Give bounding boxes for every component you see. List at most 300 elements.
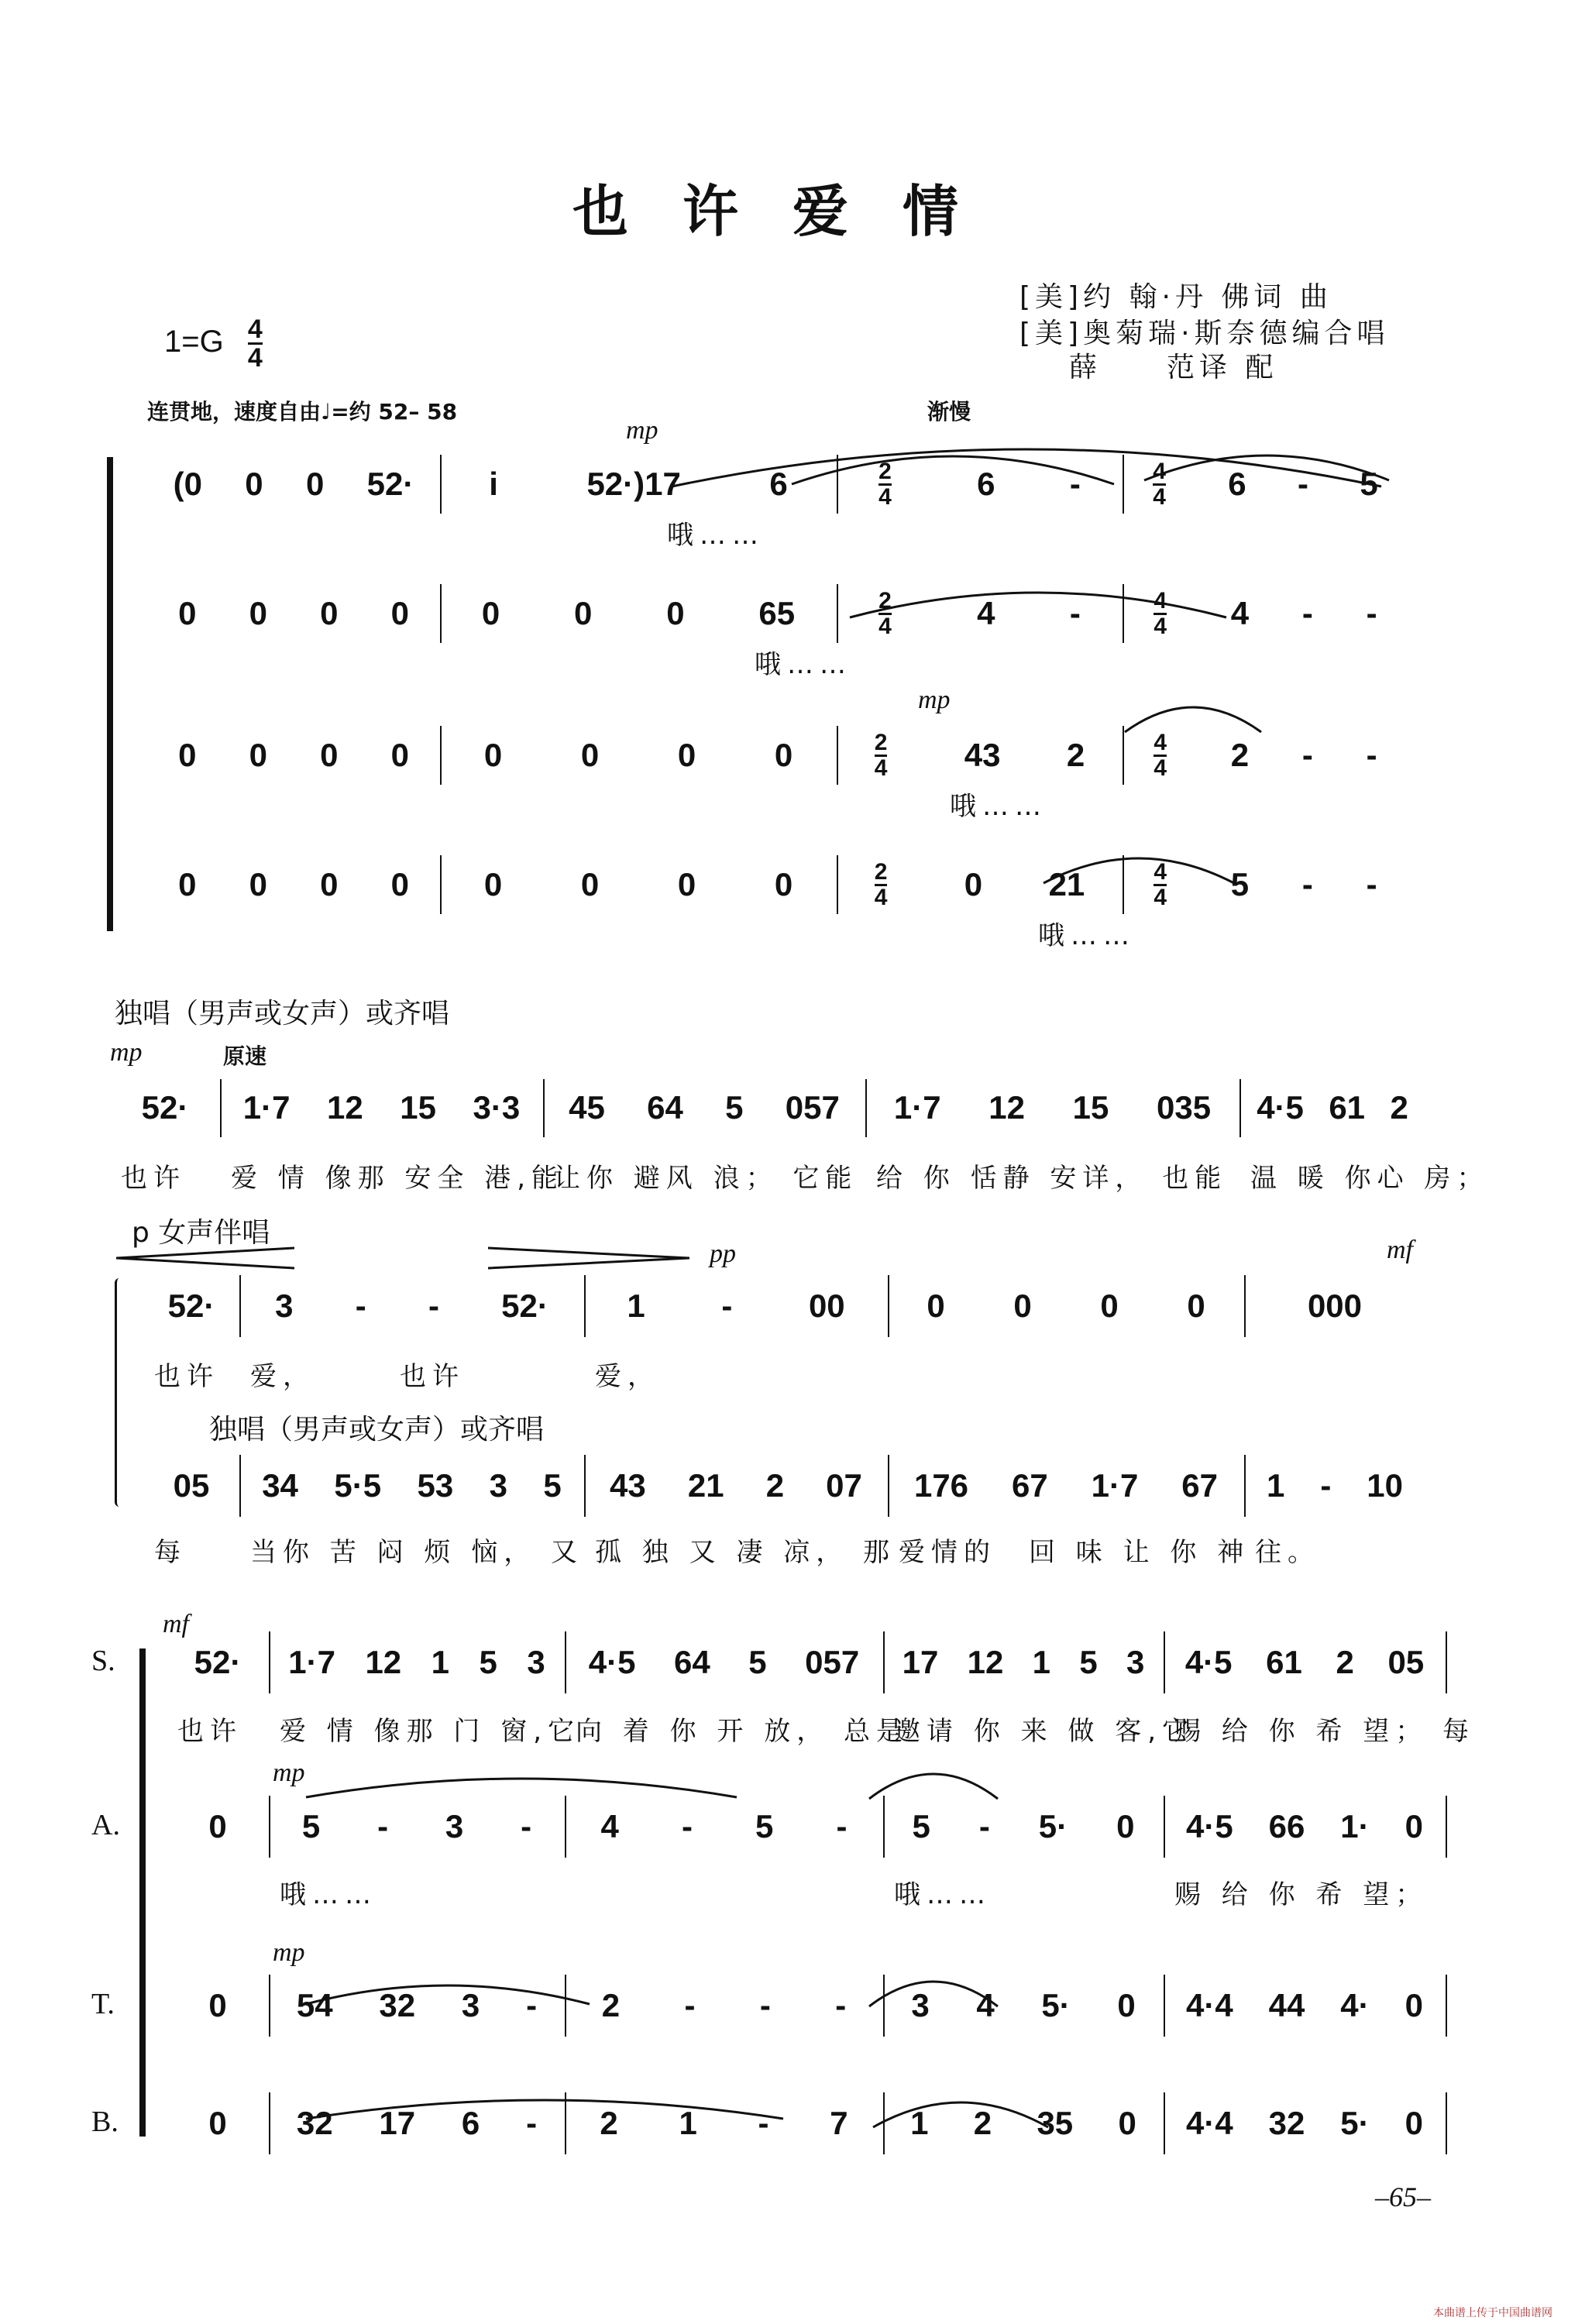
note-group: 4·4 [1185,1987,1233,2023]
note-group: 17 [379,2105,416,2141]
note-group: 3 [489,1467,507,1504]
credit-composer: [美]约 翰·丹 佛词 曲 [1019,281,1332,313]
female-lyric: 爱， [595,1361,660,1392]
voice-lyric: 向 着 你 开 放， 总是 [576,1716,909,1747]
dynamic-mp-tenor-satb: mp [273,1938,305,1967]
note-group: - [978,1808,990,1844]
voice-T-measure [1168,1982,1441,2029]
note-group: 3 [911,1987,930,2023]
time-digit: 2 [878,587,892,614]
note-group: 0 [481,595,500,631]
note-group: - [355,1287,366,1324]
note-group: 3 [461,1987,480,2023]
solo-2-lyric: 爱情的 回 味 让 你 神 [899,1537,1250,1568]
note-group: - [1301,595,1313,631]
barline [565,1631,566,1693]
slur [868,1768,999,1805]
note-group: - [526,2105,538,2141]
voice-A-measure [569,1803,878,1850]
note-group: 0 [483,737,503,773]
note-group: 21 [1048,866,1085,902]
note-group: 0 [483,866,503,902]
note-group: 67 [1181,1467,1218,1504]
slur [1143,449,1391,486]
note-group: 0 [677,866,696,902]
note-group: 15 [400,1089,436,1126]
note-group: 1 [679,2105,697,2141]
note-group: - [758,2105,769,2141]
tempo-a-tempo: 原速 [223,1043,267,1069]
female-lyric: 也许 [154,1361,219,1392]
note-group: 4·5 [1185,1808,1233,1844]
satb-bracket [139,1648,146,2137]
note-group: 2 [600,2105,618,2141]
note-group: 66 [1268,1808,1305,1844]
note-group: 61 [1266,1644,1302,1680]
note-group: 035 [1157,1089,1212,1126]
note-group: - [684,1987,696,2023]
dynamic-mp-alto: mp [273,1758,305,1787]
note-group: - [1069,466,1081,502]
solo-lyric: 给 你 恬静 安详， 也能 [876,1163,1228,1194]
note-group: 6 [977,466,995,502]
note-group: 05 [173,1467,210,1504]
note-group: 32 [379,1987,416,2023]
note-group: i [489,466,498,502]
intro-lyric: 哦…… [1038,920,1136,951]
note-group: 44 [1268,1987,1305,2023]
voice-A-measure [273,1803,560,1850]
note-group: 07 [826,1467,862,1504]
note-group: 0 [580,737,600,773]
note-group: 2 [973,2105,992,2141]
voice-S-measure [273,1639,560,1686]
barline [1446,1631,1447,1693]
intro-row-4-measure [152,861,435,908]
note-group: 12 [365,1644,402,1680]
note-group: 5 [479,1644,497,1680]
note-group: 0 [245,466,263,502]
barline [888,1455,889,1517]
note-group: 0 [774,737,793,773]
dynamic-mf-soprano: mf [163,1610,189,1638]
note-group: 2 [1336,1644,1354,1680]
voice-lyric: 也许 [177,1716,242,1747]
note-group: 32 [296,2105,333,2141]
note-group: - [1366,737,1377,773]
slur [790,449,1116,490]
note-group: 0 [1404,1808,1423,1844]
note-group: 45 [569,1089,605,1126]
note-group: 000 [1307,1287,1363,1324]
time-digit: 4 [1153,458,1166,484]
barline [269,1631,270,1693]
intro-row-3-measure [1127,729,1404,781]
time-signature [874,858,888,910]
crescendo-hairpin [116,1246,294,1273]
note-group: 0 [677,737,696,773]
solo-2-measure [244,1463,579,1509]
note-group: 0 [580,866,600,902]
time-digit: 2 [878,458,892,484]
note-group: 057 [805,1644,860,1680]
voice-S-measure [171,1639,264,1686]
note-group: 5 [543,1467,562,1504]
note-group: 2 [1230,737,1250,773]
note-group: 54 [296,1987,333,2023]
voice-label: T. [91,1988,115,2020]
time-digit: 4 [1154,587,1167,614]
note-group: 0 [390,866,409,902]
note-group: 2 [1390,1089,1408,1126]
note-group: 35 [1037,2105,1074,2141]
intro-row-3-measure [841,729,1118,781]
solo-2-measure [589,1463,883,1509]
section-label-solo: 独唱（男声或女声）或齐唱 [115,998,450,1030]
intro-lyric: 哦…… [950,791,1047,822]
intro-row-4-measure [445,861,832,908]
slur [1042,852,1236,889]
note-group: 0 [574,595,593,631]
barline [440,726,442,785]
credit-translator: 薛 范译 配 [1069,352,1278,383]
voice-lyric: 哦…… [280,1879,377,1910]
note-group: 0 [305,466,325,502]
note-group: 0 [1013,1287,1032,1324]
note-group: 4 [600,1808,619,1844]
note-group: 67 [1011,1467,1048,1504]
voice-B-measure [1168,2100,1441,2147]
note-group: 0 [390,595,409,631]
female-accomp-measure [892,1283,1239,1329]
note-group: 4 [1230,595,1250,631]
slur [304,2095,785,2125]
voice-A-measure [171,1803,264,1850]
note-group: 0 [320,737,339,773]
time-digit: 4 [874,755,888,781]
key-text: 1=G [164,325,224,359]
barline [883,1796,885,1858]
voice-A-measure [888,1803,1159,1850]
note-group: 52·)17 [586,466,681,502]
voice-label: S. [91,1645,115,1677]
note-group: 0 [320,595,339,631]
solo-2-measure [148,1463,235,1509]
time-digit: 4 [1154,729,1167,755]
note-group: 5 [755,1808,774,1844]
female-accomp-measure [589,1283,883,1329]
note-group: 5 [748,1644,767,1680]
barline [239,1455,241,1517]
note-group: 0 [1100,1287,1119,1324]
note-group: 52· [167,1287,215,1324]
note-group: 64 [674,1644,710,1680]
solo-lyric: 让你 避风 浪； 它能 [554,1163,858,1194]
note-group: - [759,1987,771,2023]
barline [1446,1796,1447,1858]
note-group: - [1298,466,1309,502]
note-group: 65 [758,595,796,631]
note-group: 5· [1041,1987,1071,2023]
note-group: 0 [208,1987,227,2023]
time-signature [875,731,888,780]
note-group: - [521,1808,532,1844]
note-group: 0 [1187,1287,1205,1324]
time-digit: 4 [1154,884,1167,910]
barline [584,1455,586,1517]
barline [1244,1455,1246,1517]
note-group: 1 [431,1644,450,1680]
time-digit: 2 [874,858,888,885]
dynamic-mp-tenor: mp [918,686,951,714]
note-group: 0 [1404,1987,1423,2023]
system-bracket [107,457,113,931]
barline [1446,1975,1447,2037]
intro-lyric: 哦…… [755,649,852,680]
note-group: - [681,1808,693,1844]
barline [440,584,442,643]
note-group: 0 [666,595,685,631]
dynamic-mp-solo: mp [110,1038,143,1067]
note-group: 6 [769,466,788,502]
credit-arranger: [美]奥菊瑞·斯奈德编合唱 [1019,318,1390,349]
note-group: 12 [988,1089,1025,1126]
time-num: 4 [247,315,263,344]
barline [1164,2092,1165,2154]
note-group: 7 [830,2105,848,2141]
note-group: 4·5 [1184,1644,1233,1680]
note-group: 176 [913,1467,969,1504]
note-group: 5 [1360,466,1378,502]
note-group: 1·7 [893,1089,941,1126]
solo-lyric: 温 暖 你心 房； [1250,1163,1490,1194]
note-group: 12 [967,1644,1004,1680]
note-group: - [1366,595,1377,631]
slur [872,2096,1050,2133]
note-group: 0 [964,866,983,902]
note-group: - [721,1287,733,1324]
voice-S-measure [888,1639,1159,1686]
time-digit: 4 [1154,858,1167,885]
note-group: 52· [194,1644,242,1680]
note-group: 2 [601,1987,621,2023]
note-group: 1· [1340,1808,1370,1844]
barline [584,1275,586,1337]
note-group: 3 [275,1287,294,1324]
note-group: - [526,1987,538,2023]
time-digit: 4 [1153,483,1166,510]
voice-label: B. [91,2106,119,2138]
note-group: 1·7 [288,1644,335,1680]
barline [220,1079,222,1137]
note-group: 5·5 [334,1467,382,1504]
voice-lyric: 哦…… [894,1879,992,1910]
solo-lyric: 也许 [121,1163,186,1194]
note-group: 057 [785,1089,840,1126]
note-group: 0 [178,866,197,902]
solo-measure [1244,1085,1421,1131]
note-group: 6 [1228,466,1246,502]
note-group: 0 [774,866,793,902]
note-group: 0 [249,595,267,631]
note-group: 4· [1340,1987,1370,2023]
voice-T-measure [569,1982,878,2029]
ritardando-marking: 渐慢 [927,399,971,425]
note-group: 1 [1032,1644,1051,1680]
solo-measure [115,1085,215,1131]
solo-2-measure [892,1463,1239,1509]
time-digit: 4 [878,483,892,510]
barline [440,855,442,914]
note-group: 0 [249,737,267,773]
note-group: 4 [976,1987,995,2023]
note-group: 52· [501,1287,548,1324]
voice-A-measure [1168,1803,1441,1850]
note-group: - [428,1287,439,1324]
note-group: 1 [1266,1467,1285,1504]
note-group: 1·7 [242,1089,291,1126]
note-group: - [1069,595,1081,631]
barline [1446,2092,1447,2154]
barline [1164,1975,1165,2037]
time-digit: 2 [874,729,888,755]
voice-S-measure [1168,1639,1441,1686]
barline [837,855,838,914]
barline [543,1079,545,1137]
note-group: 1 [627,1287,645,1324]
barline [1244,1275,1246,1337]
time-digit: 4 [878,613,892,639]
note-group: 0 [320,866,339,902]
note-group: 0 [1117,1987,1136,2023]
note-group: 5 [1230,866,1250,902]
key-signature [164,316,273,371]
female-accomp-measure [244,1283,579,1329]
note-group: 52· [141,1089,189,1126]
voice-B-measure [171,2100,264,2147]
note-group: 5· [1038,1808,1068,1844]
note-group: 05 [1387,1644,1425,1680]
voice-label: A. [91,1809,120,1841]
watermark: 本曲谱上传于中国曲谱网 [1433,2307,1552,2319]
time-digit: 4 [1154,755,1167,781]
tempo-marking: 连贯地，速度自由♩=约 52– 58 [147,399,458,425]
note-group: - [377,1808,389,1844]
note-group: 4·5 [588,1644,636,1680]
note-group: 52· [366,466,414,502]
solo-2-measure [1249,1463,1421,1509]
solo-2-lyric: 往。 [1255,1537,1320,1568]
slur [868,1975,999,2013]
note-group: 21 [687,1467,724,1504]
note-group: 0 [208,2105,227,2141]
note-group: 0 [1116,1808,1135,1844]
note-group: 0 [927,1287,945,1324]
barline [269,1975,270,2037]
time-digit: 4 [1154,613,1167,639]
note-group: 1 [910,2105,929,2141]
note-group: 5 [301,1808,321,1844]
solo-2-lyric: 孤 独 又 凄 凉， 那 [595,1537,896,1568]
slur [848,586,1228,624]
note-group: 4·4 [1185,2105,1233,2141]
intro-row-3-measure [445,732,832,779]
note-group: - [1301,737,1313,773]
time-den: 4 [247,343,263,373]
barline [1164,1796,1165,1858]
slur [1123,701,1263,738]
note-group: 12 [327,1089,363,1126]
dynamic-pp: pp [710,1239,736,1268]
time-signature [248,316,263,371]
intro-row-2-measure [445,590,832,637]
voice-lyric: 爱 情 像那 门 窗,它 [280,1716,581,1747]
barline [565,1796,566,1858]
note-group: 15 [1072,1089,1109,1126]
note-group: - [835,1987,847,2023]
note-group: - [1301,866,1313,902]
note-group: 3·3 [473,1089,521,1126]
barline [837,726,838,785]
solo-2-lyric: 当你 苦 闷 烦 恼， 又 [250,1537,584,1568]
song-title: 也许爱情 [572,178,1013,244]
intro-row-1-measure [152,461,435,507]
note-group: - [1366,866,1377,902]
barline [865,1079,867,1137]
dynamic-mf: mf [1387,1236,1413,1264]
voice-lyric: 赐 给 你 希 望； [1174,1879,1429,1910]
note-group: 0 [208,1808,227,1844]
note-group: 17 [902,1644,939,1680]
note-group: 0 [1404,2105,1423,2141]
system-brace [115,1278,119,1507]
barline [1239,1079,1241,1137]
page-number: –65– [1375,2181,1431,2212]
note-group: 3 [527,1644,545,1680]
barline [883,1631,885,1693]
solo-measure [225,1085,538,1131]
note-group: 3 [445,1808,464,1844]
solo-measure [870,1085,1235,1131]
note-group: 5 [912,1808,930,1844]
barline [269,2092,270,2154]
note-group: 0 [390,737,409,773]
intro-row-2-measure [152,590,435,637]
barline [239,1275,241,1337]
note-group: 5· [1340,2105,1370,2141]
note-group: 3 [1126,1644,1145,1680]
barline [837,584,838,643]
note-group: 0 [178,595,197,631]
note-group: 6 [461,2105,480,2141]
voice-S-measure [569,1639,878,1686]
note-group: 2 [765,1467,785,1504]
section-label-female: p 女声伴唱 [132,1217,270,1249]
solo-measure [548,1085,861,1131]
note-group: 53 [417,1467,454,1504]
note-group: 43 [964,737,1001,773]
note-group: (0 [173,466,202,502]
note-group: 0 [178,737,197,773]
note-group: 10 [1367,1467,1403,1504]
note-group: 2 [1066,737,1085,773]
barline [269,1796,270,1858]
note-group: 5 [1079,1644,1098,1680]
barline [888,1275,889,1337]
note-group: 43 [610,1467,646,1504]
barline [1164,1631,1165,1693]
note-group: 4 [977,595,995,631]
